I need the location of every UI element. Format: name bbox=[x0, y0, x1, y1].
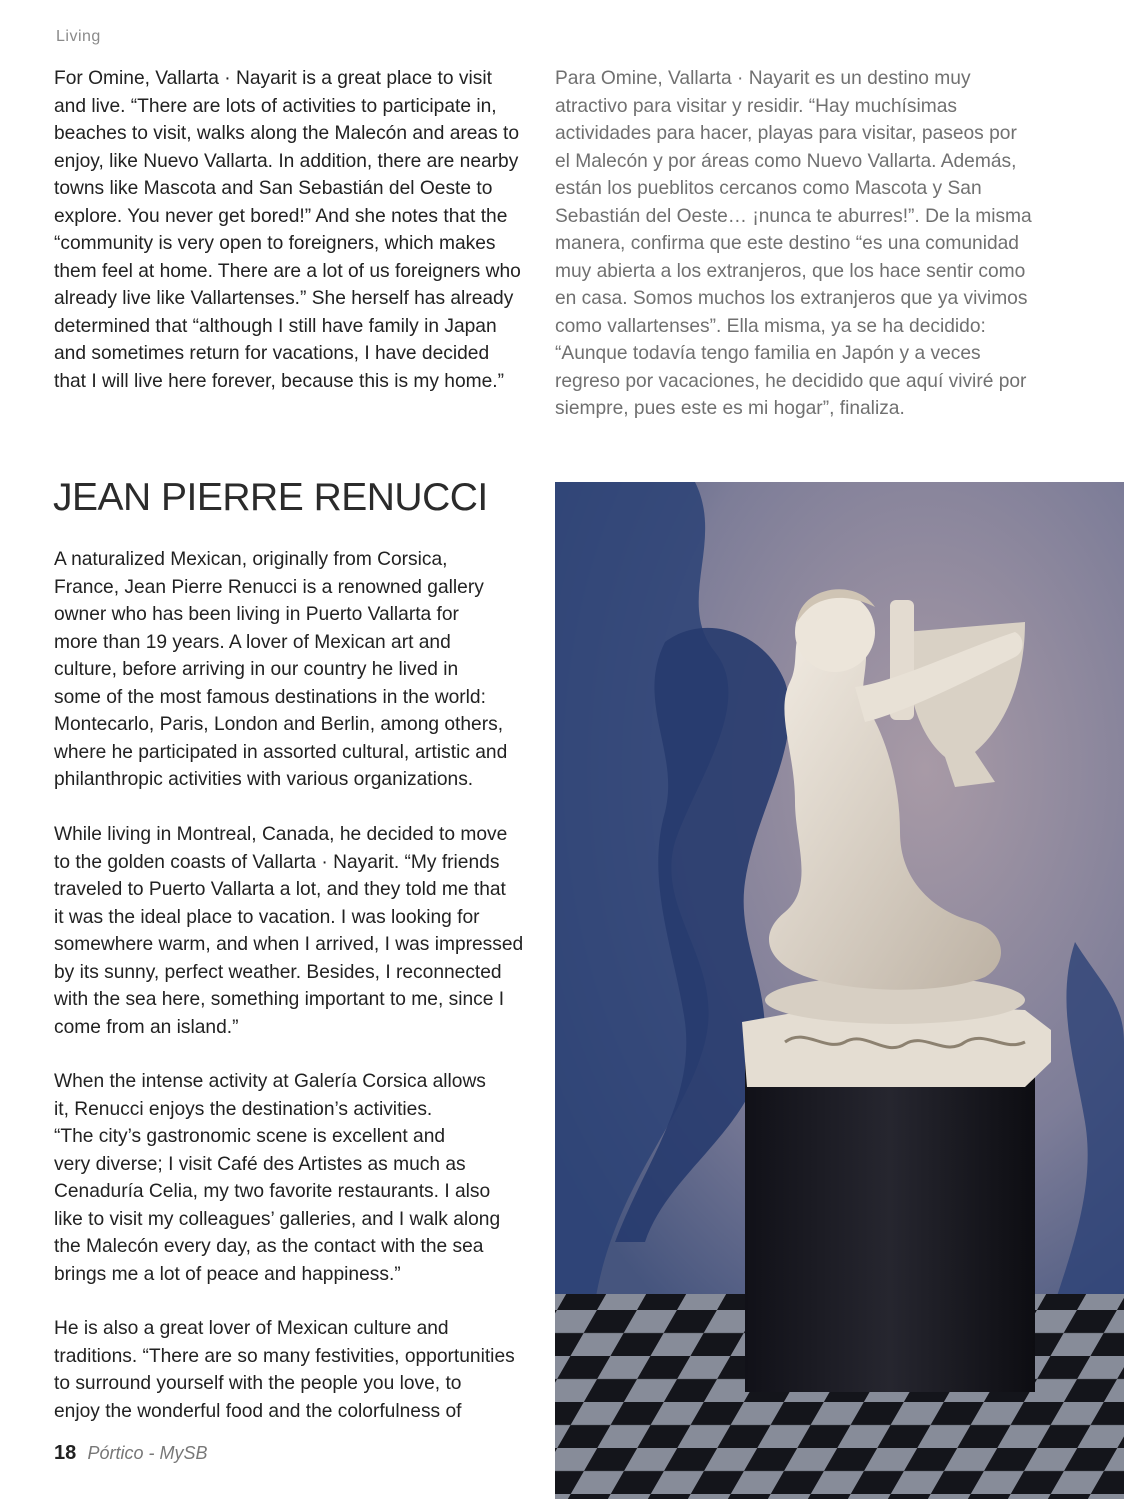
text-line: enjoy the wonderful food and the colorfulness of bbox=[54, 1400, 462, 1422]
profile-paragraph-1 bbox=[54, 546, 507, 794]
text-line: them feel at home. There are a lot of us foreigners who bbox=[54, 260, 521, 282]
text-line: While living in Montreal, Canada, he decided to move bbox=[54, 824, 508, 845]
text-line: owner who has been living in Puerto Vallarta for bbox=[54, 604, 459, 625]
text-line: explore. You never get bored!” And she notes that the bbox=[54, 205, 508, 227]
text-line: beaches to visit, walks along the Malecón and areas to bbox=[54, 123, 520, 144]
text-line: the Malecón every day, as the contact with the sea bbox=[54, 1236, 484, 1257]
text-line: and live. “There are lots of activities to participate in, bbox=[54, 95, 497, 117]
text-line: For Omine, Vallarta · Nayarit is a great place to visit bbox=[54, 68, 492, 89]
text-line: actividades para hacer, playas para visitar, paseos por bbox=[555, 123, 1017, 144]
text-line: “community is very open to foreigners, which makes bbox=[54, 233, 496, 254]
text-line: it, Renucci enjoys the destination’s activities. bbox=[54, 1098, 433, 1120]
section-label: Living bbox=[56, 28, 101, 45]
profile-paragraph-2 bbox=[54, 821, 523, 1041]
text-line: el Malecón y por áreas como Nuevo Vallarta. Además, bbox=[555, 150, 1017, 172]
text-line: some of the most famous destinations in the world: bbox=[54, 686, 486, 708]
profile-heading: JEAN PIERRE RENUCCI bbox=[53, 476, 488, 519]
text-line: somewhere warm, and when I arrived, I was impressed bbox=[54, 934, 524, 955]
text-line: philanthropic activities with various organizations. bbox=[54, 769, 474, 790]
text-line: “The city’s gastronomic scene is excellent and bbox=[54, 1126, 446, 1147]
text-line: that I will live here forever, because this is my home.” bbox=[54, 370, 505, 392]
text-line: more than 19 years. A lover of Mexican art and bbox=[54, 631, 451, 653]
text-line: Cenaduría Celia, my two favorite restaurants. I also bbox=[54, 1181, 491, 1202]
text-line: and sometimes return for vacations, I have decided bbox=[54, 343, 490, 364]
text-line: already live like Vallartenses.” She herself has already bbox=[54, 288, 514, 309]
pedestal bbox=[745, 1062, 1035, 1392]
text-line: come from an island.” bbox=[54, 1016, 239, 1038]
profile-paragraph-3 bbox=[54, 1068, 500, 1288]
text-line: determined that “although I still have family in Japan bbox=[54, 315, 497, 337]
statue-photo bbox=[555, 482, 1124, 1499]
text-line: very diverse; I visit Café des Artistes as much as bbox=[54, 1153, 466, 1175]
text-line: by its sunny, perfect weather. Besides, I reconnected bbox=[54, 961, 502, 983]
text-line: brings me a lot of peace and happiness.” bbox=[54, 1263, 401, 1285]
text-line: where he participated in assorted cultural, artistic and bbox=[54, 741, 508, 763]
text-line: manera, confirma que este destino “es una comunidad bbox=[555, 233, 1019, 254]
text-line: siempre, pues este es mi hogar”, finaliza. bbox=[555, 398, 905, 419]
text-line: Sebastián del Oeste… ¡nunca te aburres!”. De la misma bbox=[555, 205, 1032, 227]
text-line: muy abierta a los extranjeros, que los hace sentir como bbox=[555, 260, 1026, 282]
text-line: atractivo para visitar y residir. “Hay muchísimas bbox=[555, 95, 957, 117]
text-line: like to visit my colleagues’ galleries, and I walk along bbox=[54, 1208, 501, 1230]
text-line: towns like Mascota and San Sebastián del Oeste to bbox=[54, 178, 493, 199]
text-line: enjoy, like Nuevo Vallarta. In addition, there are nearby bbox=[54, 150, 519, 172]
page-footer bbox=[54, 1442, 208, 1465]
text-line: como vallartenses”. Ella misma, ya se ha decidido: bbox=[555, 315, 986, 337]
text-line: culture, before arriving in our country he lived in bbox=[54, 659, 459, 680]
text-line: regreso por vacaciones, he decidido que aquí viviré por bbox=[555, 370, 1027, 392]
text-line: France, Jean Pierre Renucci is a renowned gallery bbox=[54, 576, 484, 598]
text-line: traditions. “There are so many festivities, opportunities bbox=[54, 1345, 515, 1367]
statue-illustration bbox=[555, 482, 1124, 1499]
text-line: He is also a great lover of Mexican culture and bbox=[54, 1318, 449, 1339]
intro-spanish-paragraph bbox=[555, 65, 1032, 423]
intro-english-paragraph bbox=[54, 65, 521, 395]
text-line: it was the ideal place to vacation. I was looking for bbox=[54, 906, 480, 928]
text-line: en casa. Somos muchos los extranjeros que ya vivimos bbox=[555, 288, 1028, 309]
profile-paragraph-4 bbox=[54, 1315, 515, 1425]
text-line: to surround yourself with the people you love, to bbox=[54, 1373, 462, 1394]
text-line: When the intense activity at Galería Corsica allows bbox=[54, 1071, 486, 1092]
text-line: to the golden coasts of Vallarta · Nayarit. “My friends bbox=[54, 851, 500, 873]
text-line: “Aunque todavía tengo familia en Japón y a veces bbox=[555, 343, 981, 364]
magazine-name: Pórtico - MySB bbox=[87, 1443, 208, 1463]
text-line: with the sea here, something important to me, since I bbox=[54, 989, 505, 1010]
page-number: 18 bbox=[54, 1442, 77, 1464]
text-line: Montecarlo, Paris, London and Berlin, among others, bbox=[54, 714, 504, 735]
text-line: traveled to Puerto Vallarta a lot, and they told me that bbox=[54, 879, 506, 900]
text-line: están los pueblitos cercanos como Mascota y San bbox=[555, 178, 982, 199]
text-line: Para Omine, Vallarta · Nayarit es un destino muy bbox=[555, 68, 971, 89]
text-line: A naturalized Mexican, originally from Corsica, bbox=[54, 549, 448, 570]
